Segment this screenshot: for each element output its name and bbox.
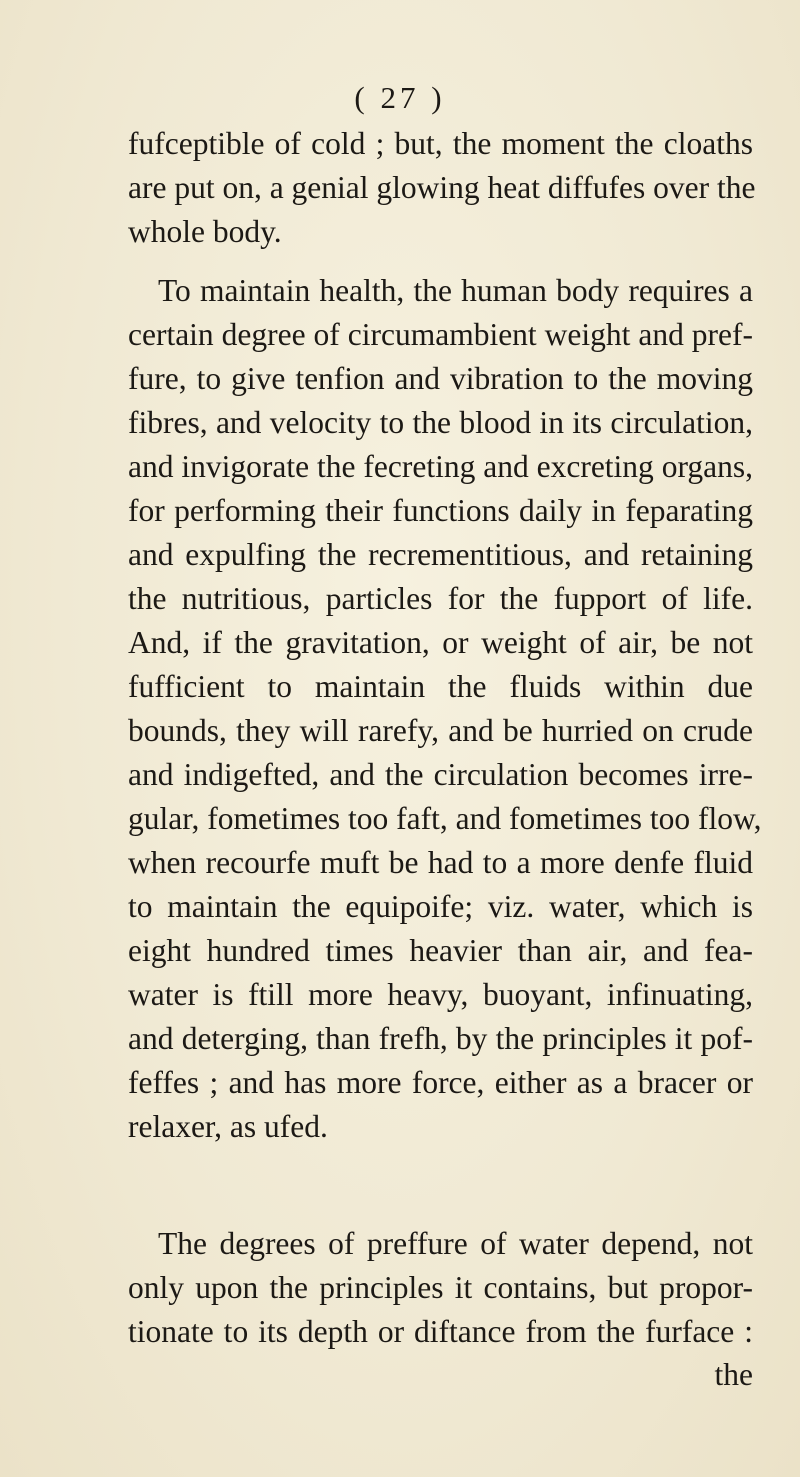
text-line: and indigefted, and the circulation becomes irre- [128,757,753,792]
text-line: for performing their functions daily in feparating [128,493,753,528]
page-number: ( 27 ) [354,80,446,115]
text-line: bounds, they will rarefy, and be hurried on crude [128,713,753,748]
text-line: only upon the principles it contains, but propor- [128,1270,753,1305]
text-line: are put on, a genial glowing heat diffufes over the [128,170,756,205]
text-line: when recourfe muft be had to a more denfe fluid [128,845,753,880]
text-line: feffes ; and has more force, either as a bracer or [128,1065,753,1100]
text-line: And, if the gravitation, or weight of air, be not [128,625,753,660]
paragraph-1 [128,122,756,254]
paragraph-3 [128,1222,753,1354]
text-line: and expulfing the recrementitious, and retaining [128,537,753,572]
catchword: the [714,1357,753,1392]
text-line: fufficient to maintain the fluids within due [128,669,753,704]
text-line: water is ftill more heavy, buoyant, infinuating, [128,977,753,1012]
text-line: relaxer, as ufed. [128,1109,328,1144]
text-line: fufceptible of cold ; but, the moment the cloaths [128,126,753,161]
text-line: The degrees of preffure of water depend, not [158,1226,753,1261]
text-line: the nutritious, particles for the fupport of life. [128,581,753,616]
text-line: fure, to give tenfion and vibration to the moving [128,361,753,396]
text-line: To maintain health, the human body requires a [158,273,753,308]
paragraph-2 [128,269,762,1149]
text-line: eight hundred times heavier than air, and fea- [128,933,753,968]
text-line: and invigorate the fecreting and excreting organs, [128,449,753,484]
text-line: whole body. [128,214,282,249]
text-line: tionate to its depth or diftance from the furface : [128,1314,753,1349]
text-line: gular, fometimes too faft, and fometimes too flow, [128,801,762,836]
text-line: certain degree of circumambient weight and pref- [128,317,753,352]
text-line: to maintain the equipoife; viz. water, which is [128,889,753,924]
text-line: and deterging, than frefh, by the principles it pof- [128,1021,753,1056]
text-line: fibres, and velocity to the blood in its circulation, [128,405,753,440]
